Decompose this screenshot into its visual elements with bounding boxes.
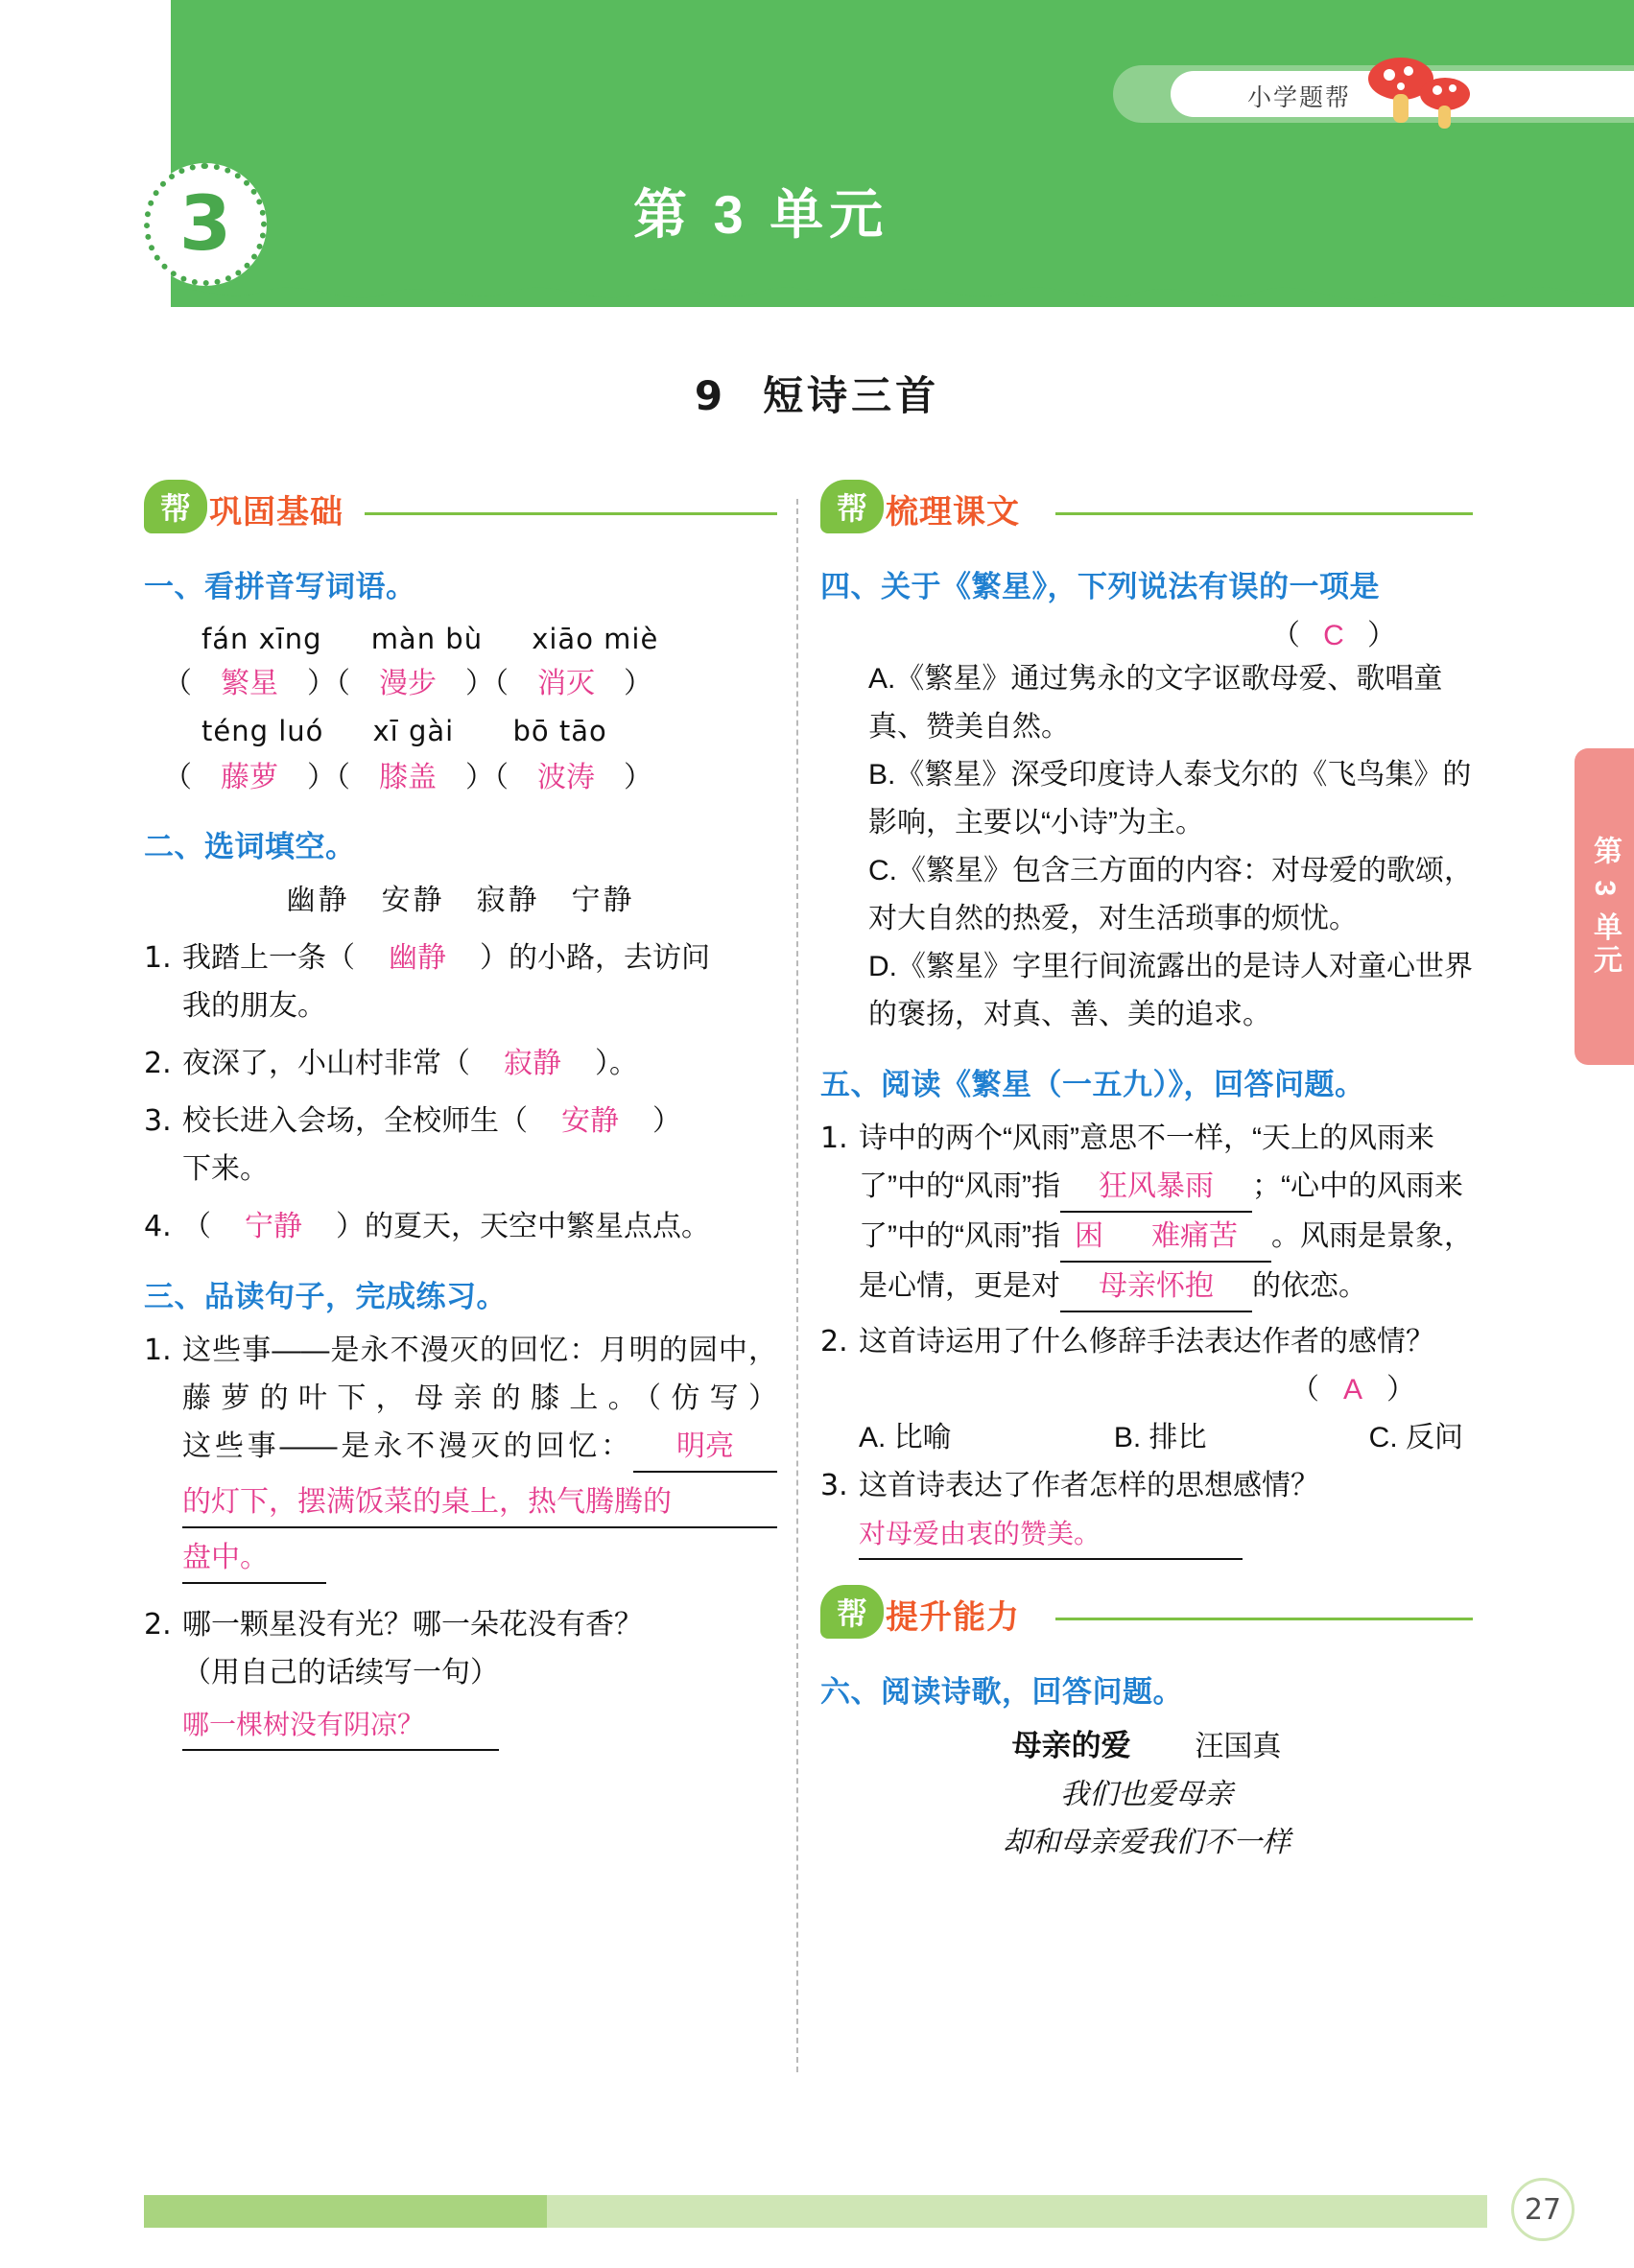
unit-number: 3 xyxy=(178,181,232,268)
item-index: 3. xyxy=(144,1104,172,1138)
item-text-line2: 我的朋友。 xyxy=(182,990,326,1022)
side-tab-label: 第 3 单元 xyxy=(1589,836,1621,978)
q4-option-c[interactable] xyxy=(868,847,1473,943)
q1-pinyin-row-2 xyxy=(201,707,777,755)
q3-item1-answer-1[interactable]: 明亮 xyxy=(633,1423,777,1473)
q5-answer-2a[interactable]: 困 xyxy=(1060,1213,1118,1263)
column-divider xyxy=(796,499,798,2072)
item-index: 1. xyxy=(820,1122,848,1155)
q5-item1-part1: 诗中的两个“风雨”意思不一样，“天上的风雨来了”中的“风雨”指 xyxy=(859,1122,1434,1202)
item-index: 3. xyxy=(820,1469,848,1502)
q4-answer-row: （ C ） xyxy=(820,617,1473,655)
q2-item-2 xyxy=(144,1040,777,1088)
section-rule xyxy=(365,512,777,515)
right-column xyxy=(820,480,1473,1867)
q1-answer-5[interactable]: 膝盖 xyxy=(379,762,437,793)
option-key: A. xyxy=(868,663,896,695)
q5-item-3 xyxy=(820,1462,1473,1560)
q5-item3-question: 这首诗表达了作者怎样的思想感情？ xyxy=(859,1470,1319,1501)
pinyin-5: xī gài xyxy=(372,715,455,747)
item-index: 4. xyxy=(144,1210,172,1243)
q4-option-b[interactable] xyxy=(868,751,1473,847)
item-index: 1. xyxy=(144,1334,172,1367)
item-index: 2. xyxy=(144,1047,172,1080)
q3-item1-answer-area[interactable] xyxy=(182,1423,777,1584)
side-tab-unit xyxy=(1575,748,1634,1065)
q1-answer-4[interactable]: 藤萝 xyxy=(221,762,278,793)
section-title: 梳理课文 xyxy=(886,494,1020,531)
item-text-after: ）的夏天，天空中繁星点点。 xyxy=(336,1211,710,1242)
lesson-number: 9 xyxy=(694,372,727,419)
q3-item1-prompt: 这些事——是永不漫灭的回忆： xyxy=(182,1430,633,1462)
poem-line-2: 却和母亲爱我们不一样 xyxy=(1003,1826,1291,1859)
option-key: C. xyxy=(868,855,897,886)
section-title: 提升能力 xyxy=(886,1599,1020,1636)
question-5-heading: 五、阅读《繁星（一五九）》，回答问题。 xyxy=(820,1068,1365,1101)
section-header-foundation xyxy=(144,480,777,539)
unit-title: 第 3 单元 xyxy=(633,184,889,245)
question-3-heading: 三、品读句子，完成练习。 xyxy=(144,1280,507,1313)
section-header-ability xyxy=(820,1585,1473,1644)
q5-answer-2b[interactable]: 难痛苦 xyxy=(1118,1213,1271,1263)
q1-answer-2[interactable]: 漫步 xyxy=(379,668,437,699)
pinyin-6: bō tāo xyxy=(512,715,607,747)
section-header-text-review xyxy=(820,480,1473,539)
option-text: 《繁星》深受印度诗人泰戈尔的《飞鸟集》的影响，主要以“小诗”为主。 xyxy=(868,759,1472,839)
option-text: 《繁星》字里行间流露出的是诗人对童心世界的褒扬，对真、善、美的追求。 xyxy=(868,951,1473,1030)
q2-answer-1[interactable]: 幽静 xyxy=(389,942,446,974)
poem-line-1: 我们也爱母亲 xyxy=(1060,1778,1233,1811)
q1-answer-row-2: （ 藤萝 ）（ 膝盖 ）（ 波涛 ） xyxy=(163,755,777,801)
q3-item1-answer-3[interactable]: 盘中。 xyxy=(182,1534,326,1584)
q2-word-bank: 幽静 安静 寂静 宁静 xyxy=(286,885,635,916)
q5-item-2: 2. 这首诗运用了什么修辞手法表达作者的感情？ （ A ） A. 比喻 B. 排比 C. 反问 xyxy=(820,1318,1473,1462)
q5-answer-3[interactable]: 母亲怀抱 xyxy=(1060,1263,1252,1312)
q4-answer[interactable]: C xyxy=(1323,620,1344,651)
q5-item1-part4: 的依恋。 xyxy=(1252,1270,1367,1302)
q1-answer-3[interactable]: 消灭 xyxy=(537,668,595,699)
section-badge xyxy=(144,480,207,533)
section-rule xyxy=(1055,512,1473,515)
q5-item1-part3: 。风雨是景象，是心情，更是对 xyxy=(859,1220,1473,1302)
q2-item-1 xyxy=(144,934,777,1030)
item-text-after: ）。 xyxy=(595,1048,638,1079)
left-column xyxy=(144,480,777,1751)
item-index: 2. xyxy=(820,1325,848,1358)
brand-label: 小学题帮 xyxy=(1247,84,1352,111)
banner-wave-decoration xyxy=(171,278,1634,317)
q2-answer-4[interactable]: 宁静 xyxy=(245,1211,302,1242)
q3-item2-answer[interactable]: 哪一棵树没有阴凉？ xyxy=(182,1701,499,1751)
q3-item1-answer-2[interactable]: 的灯下，摆满饭菜的桌上，热气腾腾的 xyxy=(182,1478,777,1528)
option-text: 《繁星》通过隽永的文字讴歌母爱、歌唱童真、赞美自然。 xyxy=(868,663,1443,743)
q2-item-3 xyxy=(144,1098,777,1193)
item-text-before: 夜深了，小山村非常（ xyxy=(182,1048,470,1079)
question-6-heading: 六、阅读诗歌，回答问题。 xyxy=(820,1675,1183,1709)
q4-option-d[interactable] xyxy=(868,943,1473,1039)
option-key: D. xyxy=(868,951,897,982)
q5-item1-part2: ；“心中的风雨来了”中的“风雨”指 xyxy=(859,1170,1463,1252)
pinyin-3: xiāo miè xyxy=(532,623,659,655)
unit-number-badge xyxy=(144,163,267,286)
q4-option-a[interactable] xyxy=(868,655,1473,751)
q2-answer-2[interactable]: 寂静 xyxy=(504,1048,561,1079)
section-badge-text: 帮 xyxy=(836,491,867,526)
q3-item2-text: 哪一颗星没有光？哪一朵花没有香？ xyxy=(182,1609,643,1641)
q1-answer-1[interactable]: 繁星 xyxy=(221,668,278,699)
section-badge xyxy=(820,1585,884,1639)
q5-option-b[interactable]: B. 排比 xyxy=(1113,1422,1207,1453)
q1-pinyin-row-1 xyxy=(201,617,777,661)
pinyin-1: fán xīng xyxy=(201,623,322,655)
q5-answer-1[interactable]: 狂风暴雨 xyxy=(1060,1163,1252,1213)
q3-item-1 xyxy=(144,1327,777,1423)
pinyin-4: téng luó xyxy=(201,715,324,747)
question-4-heading: 四、关于《繁星》，下列说法有误的一项是 xyxy=(820,570,1380,603)
poem-heading xyxy=(820,1722,1473,1771)
item-text-after: ）的小路，去访问 xyxy=(480,942,710,974)
page-number: 27 xyxy=(1511,2178,1575,2241)
q3-item-2 xyxy=(144,1601,777,1751)
item-text-after: ） xyxy=(652,1105,681,1137)
option-key: B. xyxy=(868,759,896,791)
q5-option-c[interactable]: C. 反问 xyxy=(1368,1422,1463,1453)
section-badge-text: 帮 xyxy=(159,491,191,526)
section-badge xyxy=(820,480,884,533)
q5-item3-answer[interactable]: 对母爱由衷的赞美。 xyxy=(859,1510,1243,1560)
q3-item2-prompt: （用自己的话续写一句） xyxy=(182,1657,499,1689)
option-text: 《繁星》包含三方面的内容：对母爱的歌颂，对大自然的热爱，对生活琐事的烦忧。 xyxy=(868,855,1473,934)
q1-answer-6[interactable]: 波涛 xyxy=(537,762,595,793)
question-2-heading: 二、选词填空。 xyxy=(144,830,356,863)
poem-author: 汪国真 xyxy=(1195,1731,1282,1762)
q2-answer-3[interactable]: 安静 xyxy=(561,1105,619,1137)
q3-item1-text: 这些事——是永不漫灭的回忆：月明的园中，藤萝的叶下，母亲的膝上。（仿写） xyxy=(182,1335,777,1414)
lesson-name: 短诗三首 xyxy=(763,373,940,418)
q2-item-4 xyxy=(144,1203,777,1251)
item-index: 1. xyxy=(144,941,172,975)
item-text-before: 我踏上一条（ xyxy=(182,942,355,974)
q5-item2-answer[interactable]: A xyxy=(1342,1374,1362,1406)
section-rule xyxy=(1055,1618,1473,1620)
pinyin-2: màn bù xyxy=(370,623,484,655)
footer-bar-accent xyxy=(144,2195,547,2228)
q5-item-1 xyxy=(820,1115,1473,1312)
item-index: 2. xyxy=(144,1608,172,1642)
section-badge-text: 帮 xyxy=(836,1596,867,1631)
poem-title: 母亲的爱 xyxy=(1011,1729,1131,1762)
lesson-title xyxy=(0,365,1634,422)
item-text-line2: 下来。 xyxy=(182,1153,269,1185)
q1-answer-row-1: （ 繁星 ）（ 漫步 ）（ 消灭 ） xyxy=(163,661,777,707)
q5-option-a[interactable]: A. 比喻 xyxy=(859,1422,952,1453)
mushroom-icon xyxy=(1362,46,1478,132)
question-1-heading: 一、看拼音写词语。 xyxy=(144,570,416,603)
q5-item2-question: 这首诗运用了什么修辞手法表达作者的感情？ xyxy=(859,1326,1434,1358)
section-title: 巩固基础 xyxy=(209,494,343,531)
item-text-before: （ xyxy=(182,1211,211,1242)
item-text-before: 校长进入会场，全校师生（ xyxy=(182,1105,528,1137)
